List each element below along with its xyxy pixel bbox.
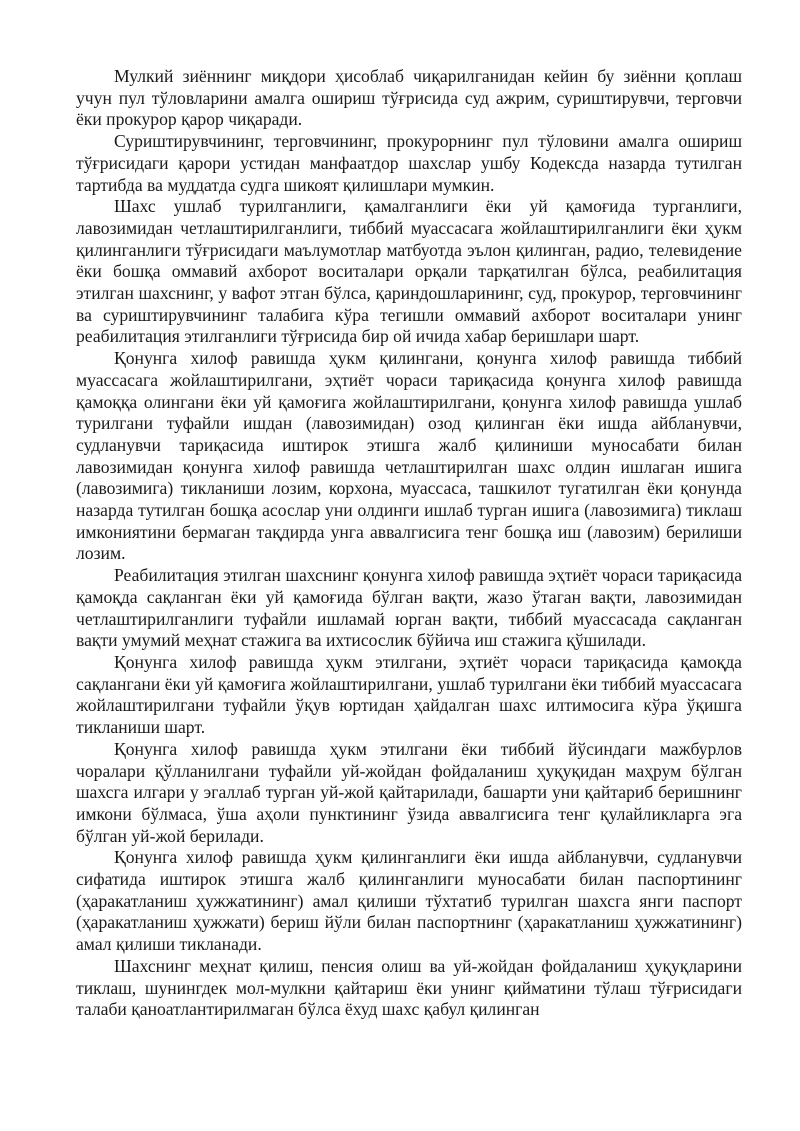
paragraph-property-damage-compensation: Мулкий зиённинг миқдори ҳисоблаб чиқарилганидан кейин бу зиённи қоплаш учун пул тўловларини амалга ошириш тўғрисида суд ажрим, суриштирувчи, терговчи ёки прокурор қарор чиқаради. [76, 66, 742, 130]
paragraph-work-experience: Реабилитация этилган шахснинг қонунга хилоф равишда эҳтиёт чораси тариқасида қамоқда сақланган ёки уй қамоғида бўлган вақти, жазо ўтаган вақти, лавозимидан четлаштирилганлиги туфайли ишламай юрган вақти, тиббий муассасада сақланган вақти умумий меҳнат стажига ва ихтисослик бўйича иш стажига қўшилади. [76, 565, 742, 651]
paragraph-education-reinstatement: Қонунга хилоф равишда ҳукм этилгани, эҳтиёт чораси тариқасида қамоқда сақлангани ёки уй қамоғига жойлаштирилгани, ушлаб турилгани ёки тиббий муассасага жойлаштирилгани туфайли ўқув юртидан ҳайдалган шахс илтимосига кўра ўқишга тикланиши шарт. [76, 651, 742, 738]
paragraph-passport-restoration: Қонунга хилоф равишда ҳукм қилинганлиги ёки ишда айбланувчи, судланувчи сифатида иштирок этишга жалб қилинганлиги муносабати билан паспортининг (ҳаракатланиш ҳужжатининг) амал қилиши тўхтатиб турилган шахсга янги паспорт (ҳаракатланиш ҳужжати) бериш йўли билан паспортнинг (ҳаракатланиш ҳужжатининг) амал қилиши тикланади. [76, 847, 742, 955]
paragraph-appeal-right: Суриштирувчининг, терговчининг, прокурорнинг пул тўловини амалга ошириш тўғрисидаги қарори устидан манфаатдор шахслар ушбу Кодексда назарда тутилган тартибда ва муддатда судга шикоят қилишлари мумкин. [76, 131, 742, 195]
paragraph-media-announcement: Шахс ушлаб турилганлиги, қамалганлиги ёки уй қамоғида турганлиги, лавозимидан четлаштирилганлиги, тиббий муассасага жойлаштирилганлиги ёки ҳукм қилинганлиги тўғрисидаги маълумотлар матбуотда эълон қилинган, радио, телевидение ёки бошқа оммавий ахборот воситалари орқали тарқатилган бўлса, реабилитация этилган шахснинг, у вафот этган бўлса, қариндошларининг, суд, прокурор, терговчининг ва суриштирувчининг талабига кўра тегишли оммавий ахборот воситалари унинг реабилитация этилганлиги тўғрисида бир ой ичида хабар беришлари шарт. [76, 196, 742, 347]
document-page [76, 66, 742, 1021]
paragraph-job-reinstatement: Қонунга хилоф равишда ҳукм қилингани, қонунга хилоф равишда тиббий муассасага жойлаштирилгани, эҳтиёт чораси тариқасида қонунга хилоф равишда қамоққа олингани ёки уй қамоғига жойлаштирилгани, қонунга хилоф равишда ушлаб турилгани туфайли ишдан (лавозимидан) озод қилинган ёки ишда айбланувчи, судланувчи тариқасида иштирок этишга жалб қилиниши муносабати билан лавозимидан қонунга хилоф равишда четлаштирилган шахс олдин ишлаган ишига (лавозимига) тикланиши лозим, корхона, муассаса, ташкилот тугатилган ёки қонунда назарда тутилган бошқа асослар уни олдинги ишлаб турган ишига (лавозимига) тиклаш имкониятини бермаган тақдирда унга аввалгисига тенг бошқа иш (лавозим) берилиши лозим. [76, 348, 742, 564]
paragraph-rights-restoration: Шахснинг меҳнат қилиш, пенсия олиш ва уй-жойдан фойдаланиш ҳуқуқларини тиклаш, шунингдек мол-мулкни қайтариш ёки унинг қийматини тўлаш тўғрисидаги талаби қаноатлантирилмаган бўлса ёхуд шахс қабул қилинган [76, 955, 742, 1020]
paragraph-housing-return: Қонунга хилоф равишда ҳукм этилгани ёки тиббий йўсиндаги мажбурлов чоралари қўлланилгани туфайли уй-жойдан фойдаланиш ҳуқуқидан маҳрум бўлган шахсга илгари у эгаллаб турган уй-жой қайтарилади, башарти уни қайтариб беришнинг имкони бўлмаса, ўша аҳоли пунктининг ўзида аввалгисига тенг қулайликларга эга бўлган уй-жой берилади. [76, 738, 742, 846]
